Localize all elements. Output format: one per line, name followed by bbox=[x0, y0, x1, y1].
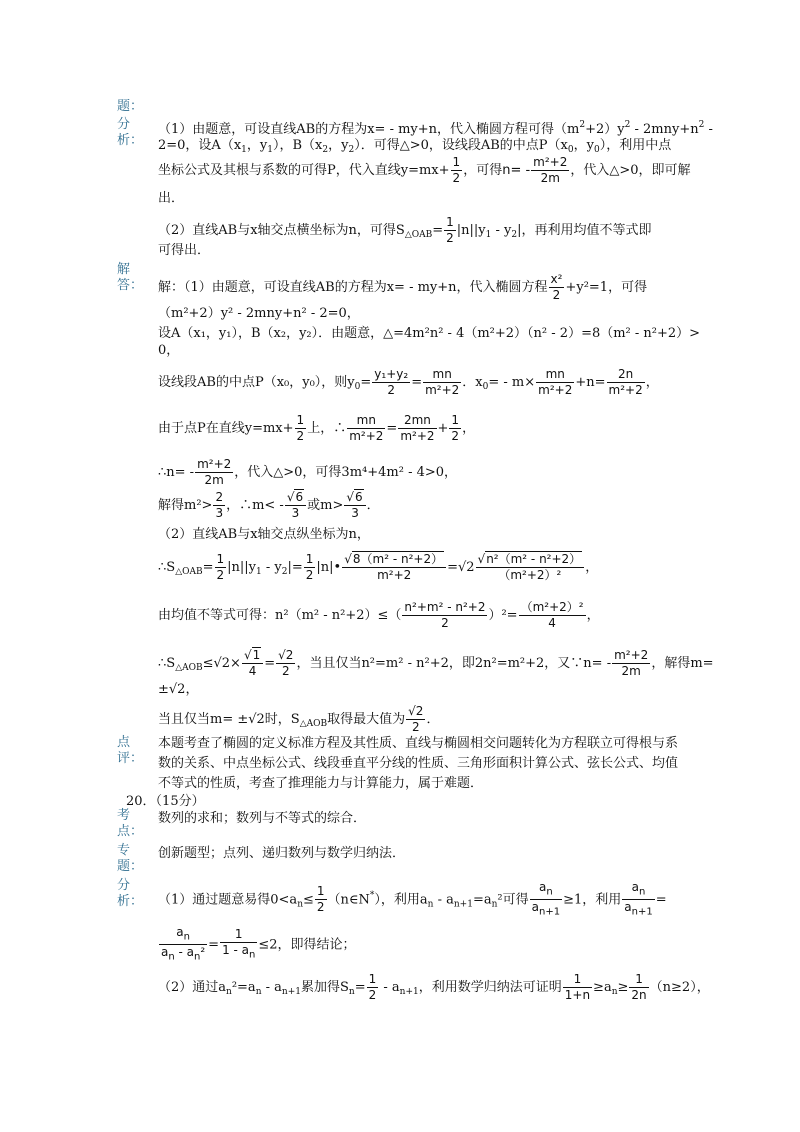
label-zhuanti: 专 题： bbox=[117, 843, 144, 874]
solution-line-7: ∴n= - $\frac{\text{m²+2}}{2m}$ ，代入△>0，可得3m⁴+4m² - 4>0， bbox=[158, 457, 458, 487]
solution-line-6: 由于点P在直线y=mx+ $\frac{1}{2}$ 上，∴ $\frac{mn}{\text{m²+2}}$ = $\frac{2mn}{\text{m²+2}}$ + $\frac{1}{2}$ ， bbox=[158, 413, 476, 443]
label-kaodian: 考 点： bbox=[117, 808, 144, 839]
comment-line-2: 数的关系、中点坐标公式、线段垂直平分线的性质、三角形面积计算公式、弦长公式、均值 bbox=[158, 756, 679, 771]
q20-analysis-line-2: $\frac{a_n}{a_n - a_n^2}$ = $\frac{1}{1 - a_n}$ ≤2，即得结论； bbox=[161, 925, 356, 963]
analysis-line-3: 坐标公式及其根与系数的可得P，代入直线y=mx+ $\frac{1}{2}$ ，可得n= - $\frac{\text{m²+2}}{2m}$ ，代入△>0，即可解 bbox=[158, 155, 691, 185]
solution-line-12: $\therefore S_{\triangle AOB}\le√2\times$ $\frac{√1}{4}$ = $\frac{√2}{2}$ ，当且仅当n²=m² - n²+2，即2n²=m²+2，又∵n= - $\frac{\text{m²+2}}{2m}$ ，解得m= bbox=[158, 648, 714, 678]
analysis-line-1: （1）由题意，可设直线AB的方程为x= - my+n，代入椭圆方程可得$(m^2+2)y^2 - 2mny+n^2$ - bbox=[158, 120, 713, 137]
label-comment: 点 评： bbox=[117, 735, 144, 766]
solution-line-10: $\therefore S_{\triangle OAB}=$ $\frac{1}{2}$ $|n||y_1 - y_2|=$ $\frac{1}{2}$ |n|• $\frac{\text{√8（m² - n²+2）}}{\text{m²+2}}$ =√2 $\frac{\text{√n²（m² - n²+2）}}{\text{（m²+2）²}}$ ， bbox=[158, 552, 599, 582]
q20-zhuanti: 创新题型；点列、递归数列与数学归纳法． bbox=[158, 846, 406, 861]
label-ti: 题： bbox=[117, 99, 144, 114]
analysis-line-2: 2=0，设$A(x_1$，$y_1$），$B(x_2$，$y_2$）．可得△>0，设线段AB的中点$P(x_0$，$y_0$），利用中点 bbox=[158, 138, 672, 155]
label-analysis-20: 分 析： bbox=[117, 878, 144, 909]
solution-line-8: 解得m²> $\frac{2}{3}$ ，∴m< - $\frac{√6}{3}$ 或m> $\frac{√6}{3}$ ． bbox=[158, 490, 380, 520]
solution-line-14: 当且仅当m= ±√2时，$S_{\triangle AOB}$取得最大值为 $\frac{√2}{2}$ ． bbox=[158, 704, 440, 734]
solution-line-2: （m²+2）y² - 2mny+n² - 2=0， bbox=[158, 306, 360, 321]
question-20-header: 20．（15分） bbox=[126, 794, 205, 809]
comment-line-1: 本题考查了椭圆的定义标准方程及其性质、直线与椭圆相交问题转化为方程联立可得根与系 bbox=[158, 736, 679, 751]
solution-line-13: ±√2， bbox=[158, 682, 199, 697]
analysis-line-4: 出． bbox=[158, 191, 185, 206]
solution-line-3: 设A（x₁，y₁），B（x₂，y₂）．由题意，△=4m²n² - 4（m²+2）（n² - 2）=8（m² - n²+2）> bbox=[158, 326, 701, 341]
q20-kaodian: 数列的求和；数列与不等式的综合． bbox=[158, 811, 367, 826]
comment-line-3: 不等式的性质，考查了推理能力与计算能力，属于难题． bbox=[158, 776, 484, 791]
solution-line-1: 解：（1）由题意，可设直线AB的方程为x= - my+n，代入椭圆方程 $\frac{\text{x²}}{2}$ +y²=1，可得 bbox=[158, 272, 648, 302]
solution-line-5: 设线段AB的中点P（x₀，y₀），则$y_0=$ $\frac{\text{y₁+y₂}}{2}$ = $\frac{mn}{\text{m²+2}}$ ．$x_0= - m\times$ $\frac{mn}{\text{m²+2}}$ +n= $\frac{2n}{\text{m²+2}}$ ， bbox=[158, 367, 659, 397]
q20-analysis-line-1: （1）通过题意易得$0<a_n\le$ $\frac{1}{2}$ （n∈N*），利用$a_n - a_{n+1}=a_n^2$可得 $\frac{a_n}{a_{n+1}}$ ≥1，利用 $\frac{a_n}{a_{n+1}}$ = bbox=[158, 880, 667, 918]
solution-line-9: （2）直线AB与x轴交点纵坐标为n， bbox=[158, 527, 370, 542]
solution-line-4: 0， bbox=[158, 343, 180, 358]
solution-line-11: 由均值不等式可得：n²（m² - n²+2）≤（ $\frac{\text{n²+m² - n²+2}}{2}$ ）²= $\frac{\text{（m²+2）²}}{4}$ ， bbox=[158, 600, 600, 630]
q20-analysis-line-3: （2）通过$a_n^2=a_n - a_{n+1}$累加得$S_n=$ $\frac{1}{2}$ - $a_{n+1}$，利用数学归纳法可证明 $\frac{1}{1+n}$ $\ge a_n\ge$ $\frac{1}{2n}$ （n≥2）， bbox=[158, 972, 710, 1002]
analysis-line-6: 可得出． bbox=[158, 243, 211, 258]
label-solution: 解 答： bbox=[117, 262, 144, 293]
analysis-line-5: （2）直线AB与x轴交点横坐标为n，可得$S_{\triangle OAB}=$ $\frac{1}{2}$ $|n||y_1 - y_2|$，再利用均值不等式即 bbox=[158, 215, 652, 245]
label-analysis: 分 析： bbox=[117, 117, 144, 148]
